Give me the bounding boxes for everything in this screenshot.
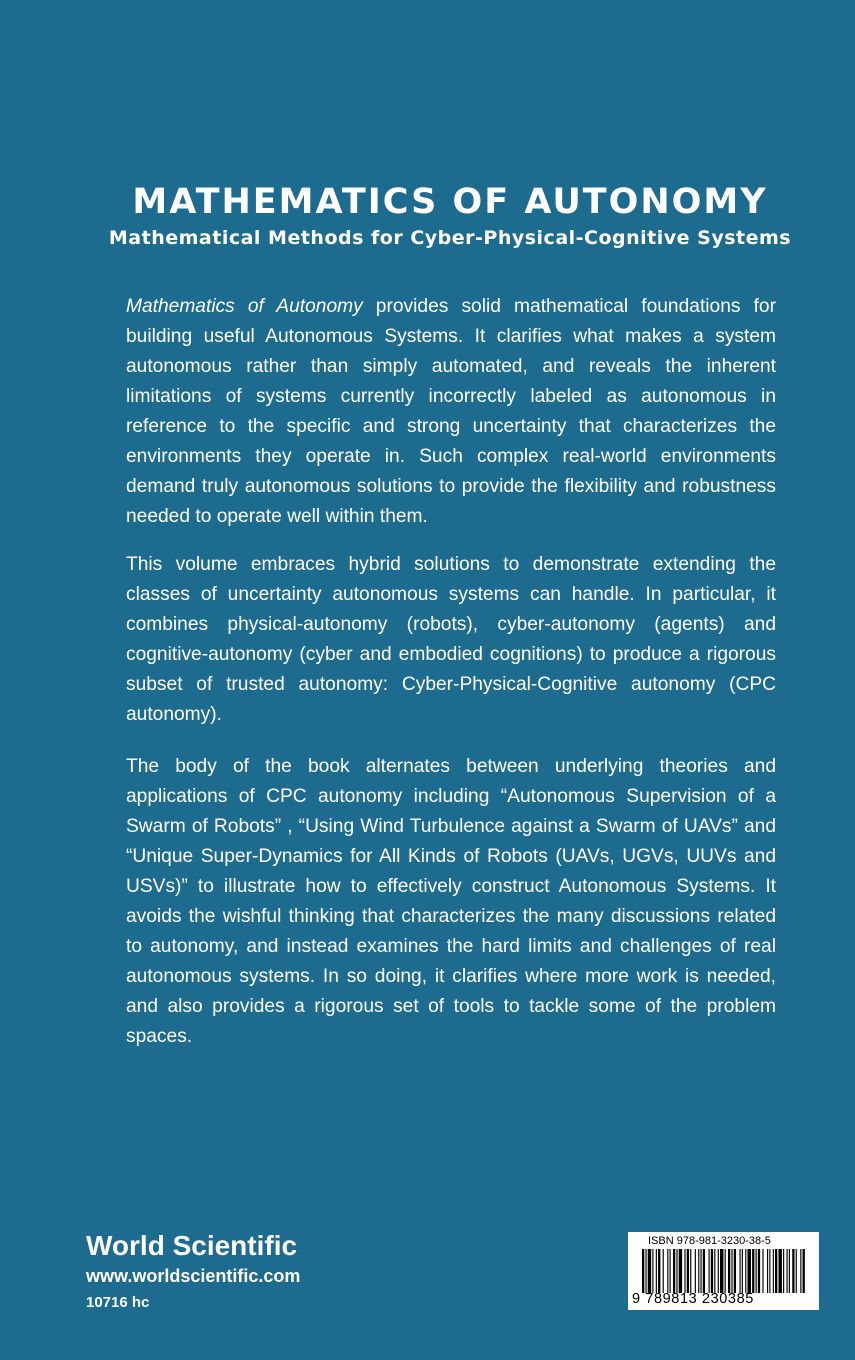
barcode-bar [687, 1249, 689, 1293]
barcode-bar [679, 1249, 682, 1293]
barcode-bar [670, 1249, 671, 1293]
barcode-bar [645, 1249, 646, 1293]
barcode-bar [709, 1249, 710, 1293]
book-title: MATHEMATICS OF AUTONOMY [132, 182, 768, 222]
barcode-bar [711, 1249, 713, 1293]
barcode-bar [778, 1249, 781, 1293]
barcode-bar [783, 1249, 784, 1293]
barcode-bar [789, 1249, 790, 1293]
barcode-bar [800, 1249, 801, 1293]
barcode-bar [703, 1249, 705, 1293]
barcode-bar [762, 1249, 763, 1293]
book-subtitle: Mathematical Methods for Cyber-Physical-Cognitive Systems [108, 227, 792, 249]
barcode-bar [658, 1249, 660, 1293]
publisher-name: World Scientific [86, 1230, 298, 1261]
barcode-bar [752, 1249, 754, 1293]
barcode-bar [648, 1249, 651, 1293]
barcode-bar [787, 1249, 788, 1293]
description-paragraph-2: This volume embraces hybrid solutions to demonstrate extending the classes of uncertainty autonomous systems can handle. In particular, it combines physical-autonomy (robots), cyber-autonomy (agents) and cognitive-autonomy (cyber and embodied cognitions) to produce a rigorous subset of trusted autonomy: Cyber-Physical-Cognitive autonomy (CPC autonomy). [126, 554, 776, 725]
barcode-bar [792, 1249, 794, 1293]
product-code: 10716 hc [86, 1294, 150, 1311]
barcode-bar [714, 1249, 715, 1293]
description-paragraph-1 [126, 292, 776, 532]
barcode-bar [756, 1249, 757, 1293]
barcode-digits: 9 789813 230385 [632, 1291, 754, 1307]
barcode-bar [718, 1249, 719, 1293]
barcode-bar [673, 1249, 675, 1293]
barcode-bar [695, 1249, 696, 1293]
barcode-bar [734, 1249, 736, 1293]
barcode-bars [642, 1249, 806, 1293]
barcode-bar [803, 1249, 805, 1293]
description-paragraph-1-text: provides solid mathematical foundations for building useful Autonomous Systems. It clarifies what makes a system autonomous rather than simply automated, and reveals the inherent limitations of systems currently incorrectly labeled as autonomous in reference to the specific and strong uncertainty that characterizes the environments they operate in. Such complex real-world environments demand truly autonomous solutions to provide the flexibility and robustness needed to operate well within them. [126, 296, 776, 527]
barcode-bar [742, 1249, 743, 1293]
barcode-bar [700, 1249, 701, 1293]
barcode-bar [656, 1249, 657, 1293]
barcode-bar [725, 1249, 726, 1293]
barcode-bar [775, 1249, 777, 1293]
barcode-bar [667, 1249, 668, 1293]
barcode-bar [767, 1249, 768, 1293]
barcode-bar [739, 1249, 740, 1293]
barcode-bar [676, 1249, 677, 1293]
barcode-bar [773, 1249, 774, 1293]
barcode-bar [720, 1249, 723, 1293]
publisher-website: www.worldscientific.com [86, 1266, 301, 1286]
barcode-bar [748, 1249, 751, 1293]
barcode-bar [769, 1249, 770, 1293]
barcode-bar [796, 1249, 797, 1293]
barcode-bar [745, 1249, 746, 1293]
isbn-label: ISBN 978-981-3230-38-5 [648, 1235, 771, 1247]
barcode-bar [642, 1249, 644, 1293]
barcode-bar [652, 1249, 653, 1293]
barcode-bar [663, 1249, 664, 1293]
description-paragraph-3: The body of the book alternates between underlying theories and applications of CPC autonomy including “Autonomous Supervision of a Swarm of Robots” , “Using Wind Turbulence against a Swarm of UAVs” and “Unique Super-Dynamics for All Kinds of Robots (UAVs, UGVs, UUVs and USVs)” to illustrate how to effectively construct Autonomous Systems. It avoids the wishful thinking that characterizes the many discussions related to autonomy, and instead examines the hard limits and challenges of real autonomous systems. In so doing, it clarifies where more work is needed, and also provides a rigorous set of tools to tackle some of the problem spaces. [126, 756, 776, 1047]
book-title-italic: Mathematics of Autonomy [126, 296, 363, 317]
barcode-bar [684, 1249, 685, 1293]
barcode-bar [690, 1249, 691, 1293]
isbn-barcode [628, 1232, 819, 1310]
barcode-bar [731, 1249, 732, 1293]
barcode-bar [758, 1249, 760, 1293]
barcode-bar [728, 1249, 730, 1293]
barcode-bar [698, 1249, 699, 1293]
